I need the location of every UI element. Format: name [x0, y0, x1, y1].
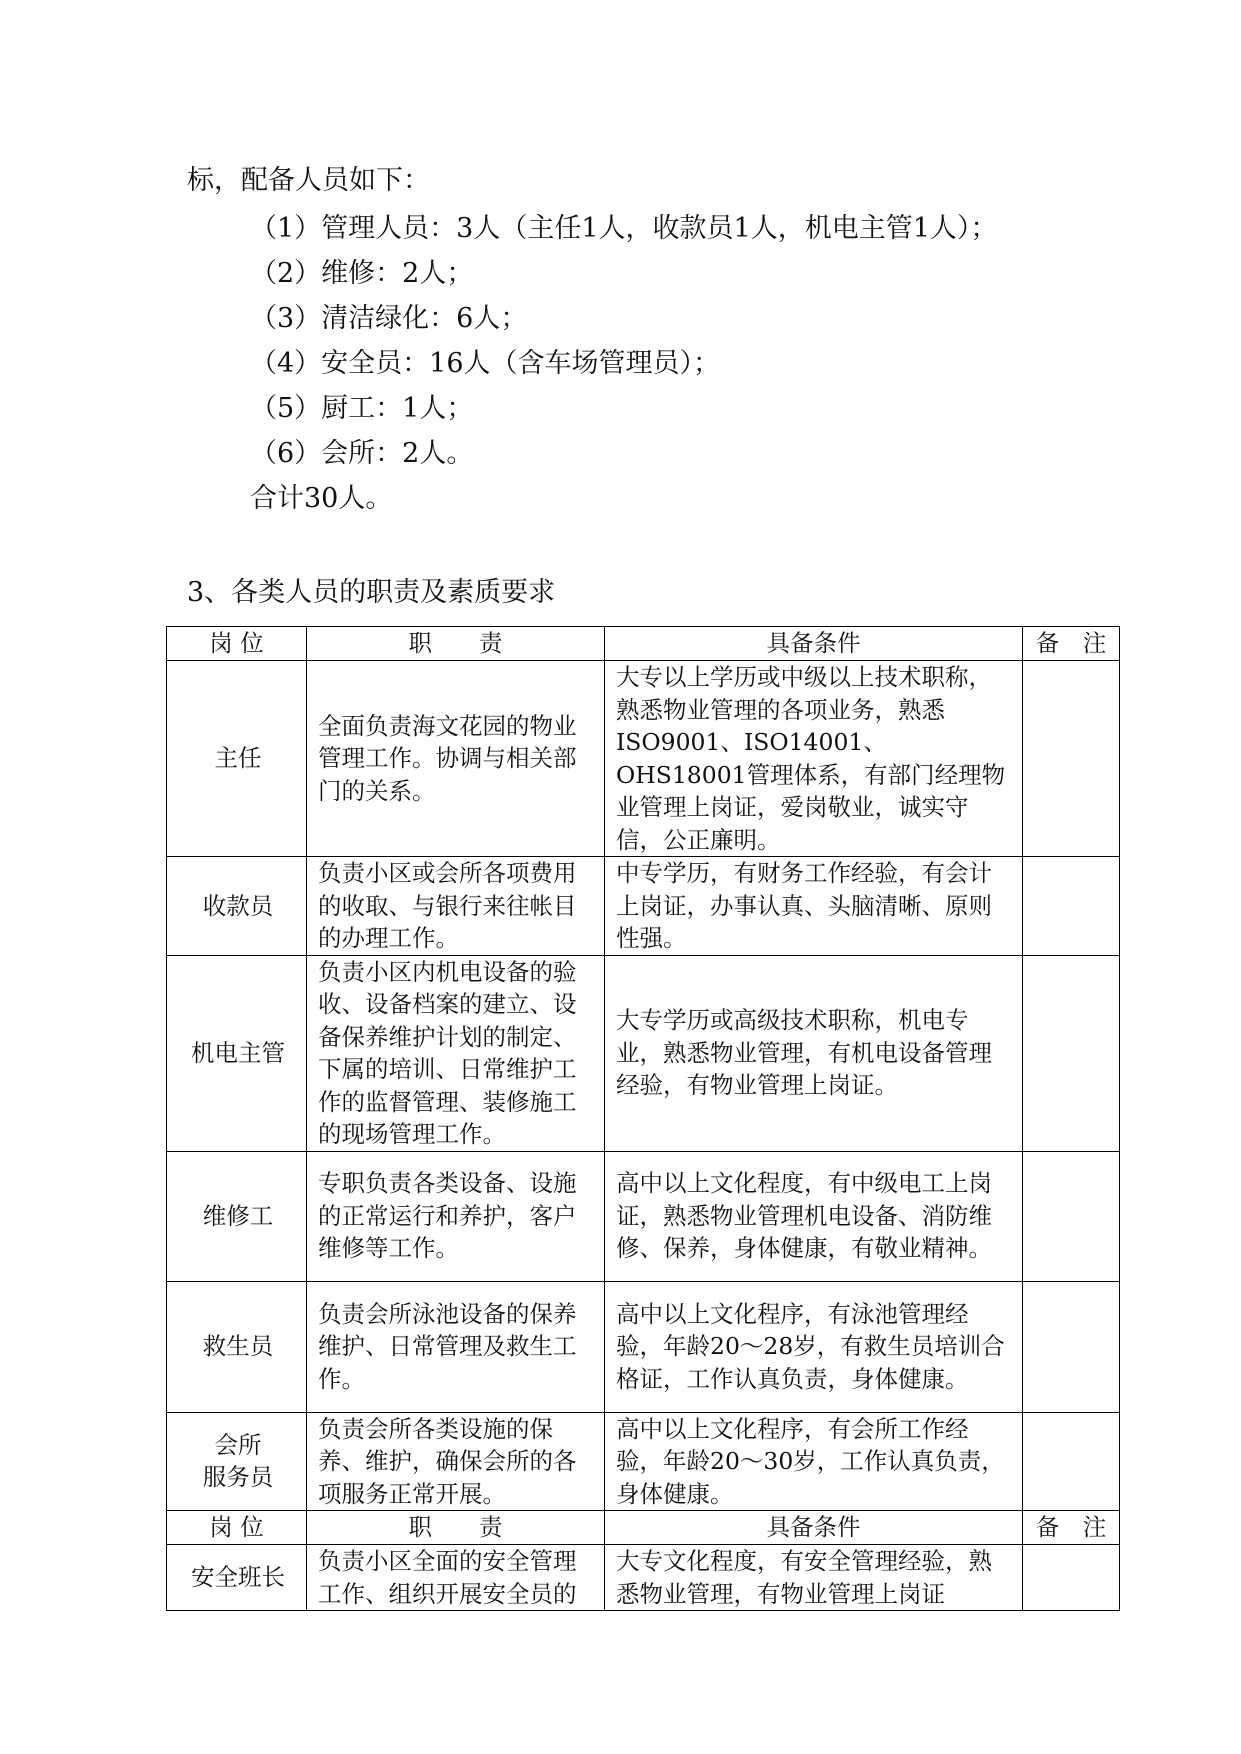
duties-cell: 负责会所泳池设备的保养维护、日常管理及救生工作。 — [307, 1281, 605, 1412]
header-notes: 备 注 — [1023, 627, 1120, 661]
notes-cell — [1023, 1281, 1120, 1412]
staff-item-clubhouse: （6）会所：2人。 — [250, 438, 474, 469]
table-row — [167, 857, 1120, 956]
position-cell: 维修工 — [167, 1151, 307, 1281]
header-requirements: 具备条件 — [605, 1511, 1023, 1545]
header-requirements: 具备条件 — [605, 627, 1023, 661]
requirements-cell: 大专以上学历或中级以上技术职称，熟悉物业管理的各项业务，熟悉ISO9001、ISO14001、OHS18001管理体系，有部门经理物业管理上岗证，爱岗敬业，诚实守信，公正廉明。 — [605, 661, 1023, 857]
notes-cell — [1023, 1151, 1120, 1281]
header-position: 岗 位 — [167, 627, 307, 661]
notes-cell — [1023, 661, 1120, 857]
intro-line: 标，配备人员如下： — [187, 165, 430, 196]
requirements-cell: 大专文化程度，有安全管理经验，熟悉物业管理，有物业管理上岗证 — [605, 1545, 1023, 1611]
position-cell — [167, 1412, 307, 1511]
header-duties: 职 责 — [307, 1511, 605, 1545]
table-row — [167, 1281, 1120, 1412]
notes-cell — [1023, 1545, 1120, 1611]
duties-cell: 负责小区全面的安全管理工作、组织开展安全员的 — [307, 1545, 605, 1611]
duty-table — [166, 626, 1120, 1611]
position-line-1: 会所 — [214, 1430, 262, 1459]
position-cell: 救生员 — [167, 1281, 307, 1412]
duties-cell: 负责会所各类设施的保养、维护，确保会所的各项服务正常开展。 — [307, 1412, 605, 1511]
requirements-cell: 高中以上文化程度，有中级电工上岗证，熟悉物业管理机电设备、消防维修、保养，身体健康，有敬业精神。 — [605, 1151, 1023, 1281]
table-header-row — [167, 627, 1120, 661]
requirements-cell: 中专学历，有财务工作经验，有会计上岗证，办事认真、头脑清晰、原则性强。 — [605, 857, 1023, 956]
notes-cell — [1023, 857, 1120, 956]
position-cell: 机电主管 — [167, 955, 307, 1151]
header-notes: 备 注 — [1023, 1511, 1120, 1545]
section-heading: 3、各类人员的职责及素质要求 — [187, 577, 556, 608]
duties-cell: 专职负责各类设备、设施的正常运行和养护，客户维修等工作。 — [307, 1151, 605, 1281]
requirements-cell: 高中以上文化程序，有会所工作经验，年龄20～30岁，工作认真负责，身体健康。 — [605, 1412, 1023, 1511]
staff-item-maintenance: （2）维修：2人； — [250, 258, 474, 289]
table-row — [167, 661, 1120, 857]
requirements-cell: 高中以上文化程序，有泳池管理经验，年龄20～28岁，有救生员培训合格证，工作认真负责，身体健康。 — [605, 1281, 1023, 1412]
staff-item-management: （1）管理人员：3人（主任1人，收款员1人，机电主管1人）； — [250, 213, 998, 244]
notes-cell — [1023, 1412, 1120, 1511]
position-cell: 收款员 — [167, 857, 307, 956]
staff-item-cleaning: （3）清洁绿化：6人； — [250, 303, 528, 334]
staff-total: 合计30人。 — [250, 483, 393, 514]
table-row — [167, 1545, 1120, 1611]
header-position: 岗 位 — [167, 1511, 307, 1545]
table-header-row-repeat — [167, 1511, 1120, 1545]
position-line-2: 服务员 — [202, 1463, 274, 1492]
duties-cell: 负责小区内机电设备的验收、设备档案的建立、设备保养维护计划的制定、下属的培训、日常维护工作的监督管理、装修施工的现场管理工作。 — [307, 955, 605, 1151]
duties-cell: 负责小区或会所各项费用的收取、与银行来往帐目的办理工作。 — [307, 857, 605, 956]
notes-cell — [1023, 955, 1120, 1151]
duties-cell: 全面负责海文花园的物业管理工作。协调与相关部门的关系。 — [307, 661, 605, 857]
table-row — [167, 1151, 1120, 1281]
table-row — [167, 1412, 1120, 1511]
position-cell: 主任 — [167, 661, 307, 857]
staff-item-kitchen: （5）厨工：1人； — [250, 393, 474, 424]
table-row — [167, 955, 1120, 1151]
staff-item-security: （4）安全员：16人（含车场管理员）； — [250, 348, 721, 379]
position-cell: 安全班长 — [167, 1545, 307, 1611]
requirements-cell: 大专学历或高级技术职称，机电专业，熟悉物业管理，有机电设备管理经验，有物业管理上岗证。 — [605, 955, 1023, 1151]
header-duties: 职 责 — [307, 627, 605, 661]
